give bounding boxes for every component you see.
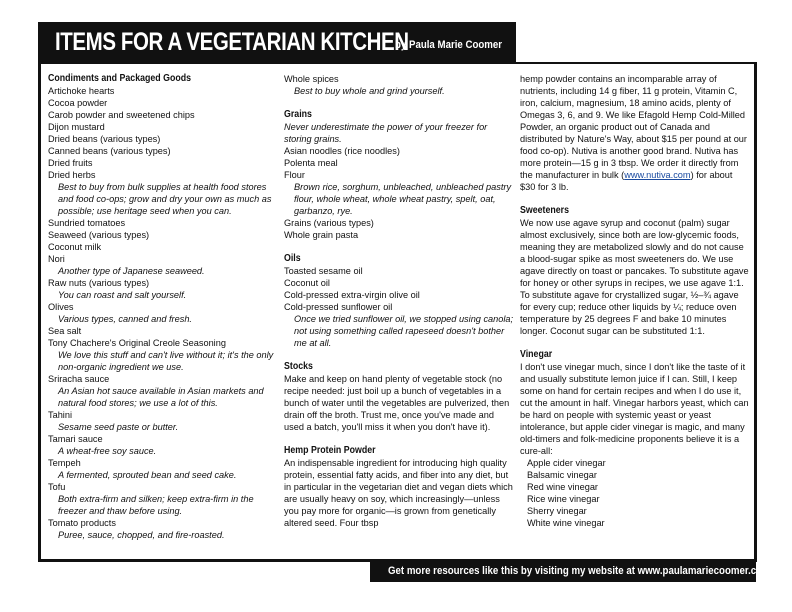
list-item: Red wine vinegar — [527, 482, 598, 492]
item-note: Once we tried sunflower oil, we stopped using canola; not using something called rapeseed doesn't bother me at all. — [294, 314, 514, 348]
list-item: Sriracha sauce — [48, 374, 110, 384]
section-heading-oils: Oils — [284, 253, 301, 264]
column-1 — [48, 73, 276, 541]
list-item: Polenta meal — [284, 158, 338, 168]
list-item: Tahini — [48, 410, 73, 420]
item-note: Brown rice, sorghum, unbleached, unbleached pastry flour, whole wheat, whole wheat pastry, spelt, oat, garbanzo, rye. — [294, 182, 512, 216]
footer-text: Get more resources like this by visiting my website at www.paulamariecoomer.com. — [388, 565, 774, 577]
section-heading-condiments: Condiments and Packaged Goods — [48, 73, 192, 84]
list-item: Sundried tomatoes — [48, 218, 126, 228]
list-item: Artichoke hearts — [48, 86, 115, 96]
section-heading-sweeteners: Sweeteners — [520, 205, 570, 216]
paragraph-hemp-continued — [520, 73, 750, 193]
list-item: Olives — [48, 302, 74, 312]
page-title: ITEMS FOR A VEGETARIAN KITCHEN — [55, 28, 409, 56]
item-note: A wheat-free soy sauce. — [58, 446, 157, 456]
paragraph-stocks: Make and keep on hand plenty of vegetable stock (no recipe needed: just boil up a bunch of vegetables in a bunch of water until the vegetables are pulverized, then drain off the broth. Trust me, once you've made and used a batch, you'll miss it when you don't have it). — [284, 374, 510, 432]
list-item: Dijon mustard — [48, 122, 105, 132]
list-item: Asian noodles (rice noodles) — [284, 146, 400, 156]
list-item: Tofu — [48, 482, 66, 492]
item-note: Puree, sauce, chopped, and fire-roasted. — [58, 530, 225, 540]
section-heading-vinegar: Vinegar — [520, 349, 553, 360]
list-item: Tony Chachere's Original Creole Seasoning — [48, 338, 226, 348]
list-item: Balsamic vinegar — [527, 470, 597, 480]
list-item: Coconut milk — [48, 242, 102, 252]
list-item: Flour — [284, 170, 305, 180]
item-note: You can roast and salt yourself. — [58, 290, 187, 300]
paragraph-hemp: An indispensable ingredient for introducing high quality protein, essential fatty acids, and fiber into any diet, but in particular in the vegetarian diet and vegan diets which are usually heavy on soy, which increasingly—unless you pay more for organic—is grown from genetically altered seed. Four tbsp — [284, 458, 513, 528]
byline: by Paula Marie Coomer — [395, 39, 503, 51]
list-item: Rice wine vinegar — [527, 494, 600, 504]
paragraph-vinegar: I don't use vinegar much, since I don't like the taste of it and usually substitute lemon juice if I can. Still, I keep some on hand for certain recipes and when I do use it, cut the amount in half. Vinegar harbors yeast, which can be hard on people with systemic yeast or yeast intolerance, but apple cider vinegar is magic, and many old-timers and folk-medicine proponents believe it is a cure-all: — [520, 362, 749, 456]
item-note: Various types, canned and fresh. — [58, 314, 192, 324]
list-item: Whole grain pasta — [284, 230, 359, 240]
list-item: Carob powder and sweetened chips — [48, 110, 195, 120]
list-item: Cold-pressed extra-virgin olive oil — [284, 290, 420, 300]
list-item: Toasted sesame oil — [284, 266, 363, 276]
list-item: Canned beans (various types) — [48, 146, 171, 156]
item-note: Best to buy whole and grind yourself. — [294, 86, 445, 96]
nutiva-link[interactable]: www.nutiva.com — [624, 170, 691, 180]
item-note: Best to buy from bulk supplies at health food stores and food co-ops; grow and dry your own as much as possible; use heritage seed when you can. — [58, 182, 272, 216]
item-note: Both extra-firm and silken; keep extra-firm in the freezer and thaw before using. — [58, 494, 254, 516]
list-item: Dried fruits — [48, 158, 93, 168]
column-2 — [284, 73, 514, 529]
list-item: Cold-pressed sunflower oil — [284, 302, 393, 312]
vinegar-list — [520, 457, 750, 529]
list-item: Raw nuts (various types) — [48, 278, 150, 288]
list-item: Cocoa powder — [48, 98, 108, 108]
item-note: Another type of Japanese seaweed. — [58, 266, 205, 276]
item-note: An Asian hot sauce available in Asian markets and natural food stores; we use a lot of this. — [58, 386, 264, 408]
list-item: Dried herbs — [48, 170, 96, 180]
section-heading-stocks: Stocks — [284, 361, 313, 372]
list-item: Coconut oil — [284, 278, 330, 288]
column-3 — [520, 73, 750, 529]
hemp-text-end: ) for about $30 for 3 lb. — [520, 170, 733, 192]
list-item: Seaweed (various types) — [48, 230, 150, 240]
list-item: Whole spices — [284, 74, 339, 84]
item-note: Sesame seed paste or butter. — [58, 422, 179, 432]
list-item: Tomato products — [48, 518, 116, 528]
item-note: We love this stuff and can't live without it; it's the only non-organic ingredient we use. — [58, 350, 274, 372]
list-item: Tempeh — [48, 458, 81, 468]
list-item: White wine vinegar — [527, 518, 605, 528]
list-item: Nori — [48, 254, 65, 264]
section-heading-hemp: Hemp Protein Powder — [284, 445, 376, 456]
list-item: Apple cider vinegar — [527, 458, 606, 468]
item-note: A fermented, sprouted bean and seed cake. — [58, 470, 237, 480]
list-item: Sea salt — [48, 326, 82, 336]
list-item: Sherry vinegar — [527, 506, 587, 516]
title-bar — [38, 22, 516, 62]
paragraph-sweeteners: We now use agave syrup and coconut (palm) sugar almost exclusively, since both are low-glycemic foods, meaning they are metabolized slowly and do not cause a blood-sugar spike as most sweeteners do. We use agave directly on toast or pancakes. To substitute agave for honey or other syrups in recipes, we use agave 1:1. To substitute agave for crystallized sugar, ½–¾ agave for every cup; reduce other liquids by ¼; reduce oven temperature by 25 degrees F and bake 10 minutes longer. Coconut sugar can be substituted 1:1. — [520, 218, 749, 336]
list-item: Grains (various types) — [284, 218, 374, 228]
hemp-text: hemp powder contains an incomparable array of nutrients, including 14 g fiber, 11 g protein, Vitamin C, iron, calcium, magnesium, 18 amino acids, plenty of Omegas 3, 6, and 9. We like Efagold Hemp Cold-Milled Powder, an organic product out of Canada and distributed by Nature's Way, about $15 per pound at our food co-op). Nutiva is another good brand. Nutiva has more protein—15 g in 3 tbsp. We order it directly from the manufacturer in bulk ( — [520, 74, 747, 180]
list-item: Dried beans (various types) — [48, 134, 161, 144]
footer-bar — [370, 561, 774, 582]
list-item: Tamari sauce — [48, 434, 103, 444]
section-note: Never underestimate the power of your freezer for storing grains. — [284, 122, 488, 144]
section-heading-grains: Grains — [284, 109, 312, 120]
